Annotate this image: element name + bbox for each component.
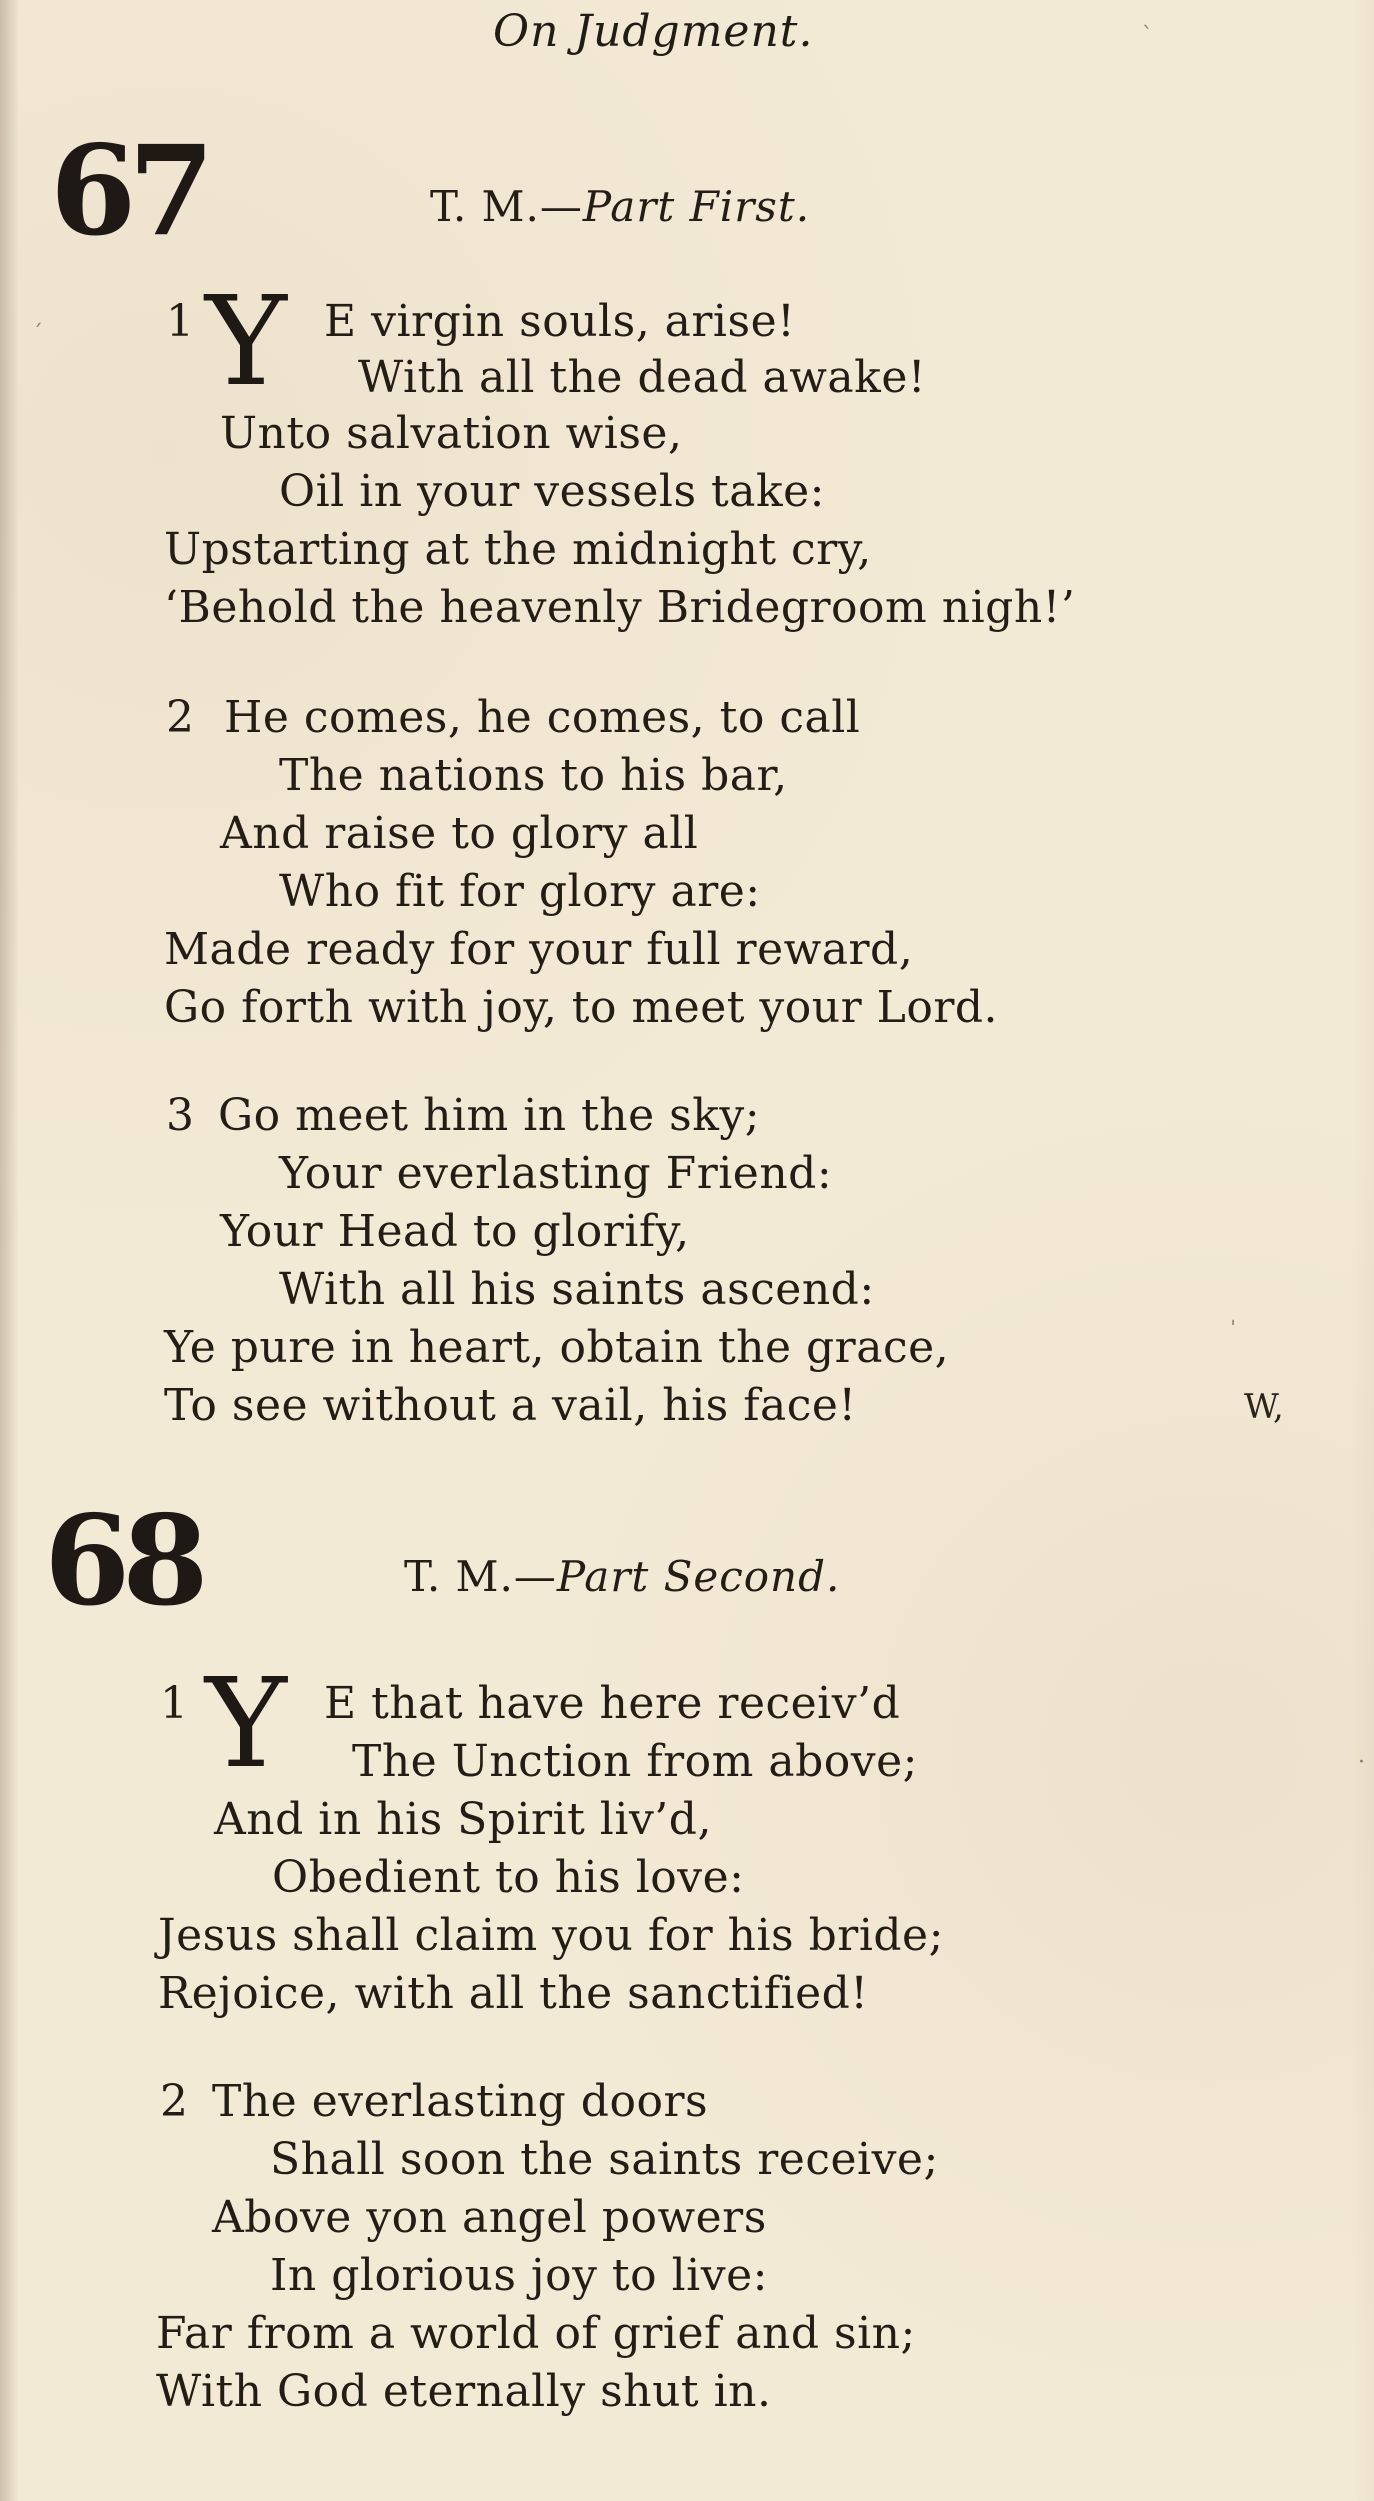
decorative-speck: ˈ — [1230, 1318, 1237, 1343]
hymn-67-verse-2-line-6: Go forth with joy, to meet your Lord. — [164, 982, 999, 1033]
hymn-67-verse-1-number: 1 — [166, 296, 194, 347]
hymn-68-verse-1-number: 1 — [160, 1678, 188, 1729]
hymn-67-verse-3-number: 3 — [166, 1090, 194, 1141]
hymn-68-verse-2-line-3: Above yon angel powers — [212, 2192, 767, 2243]
hymn-68-verse-2-line-2: Shall soon the saints receive; — [270, 2134, 939, 2185]
hymn-68-verse-2-line-1: The everlasting doors — [212, 2076, 709, 2127]
hymn-68-verse-1-line-2: The Unction from above; — [352, 1736, 918, 1787]
hymn-67-verse-2-line-1: He comes, he comes, to call — [224, 692, 861, 743]
page-left-edge — [0, 0, 18, 2501]
running-head: On Judgment. — [493, 6, 814, 57]
hymn-67-verse-3-line-5: Ye pure in heart, obtain the grace, — [164, 1322, 950, 1373]
hymn-68-verse-2-line-4: In glorious joy to live: — [270, 2250, 768, 2301]
hymn-67-part: Part First. — [582, 182, 811, 231]
hymn-68-verse-1-line-6: Rejoice, with all the sanctified! — [158, 1968, 869, 2019]
hymn-67-verse-1-dropcap: Y — [205, 270, 287, 414]
hymn-68-part: Part Second. — [556, 1552, 841, 1601]
hymn-67-verse-2-number: 2 — [166, 692, 194, 743]
hymn-number-67: 67 — [50, 119, 207, 264]
hymn-67-verse-2-line-4: Who fit for glory are: — [279, 866, 761, 917]
hymn-67-verse-2-line-2: The nations to his bar, — [279, 750, 788, 801]
hymn-67-verse-3-line-1: Go meet him in the sky; — [218, 1090, 761, 1141]
margin-mark: W, — [1244, 1387, 1284, 1427]
hymn-67-verse-3-line-6: To see without a vail, his face! — [164, 1380, 857, 1431]
hymn-67-verse-1-line-2: With all the dead awake! — [358, 352, 927, 403]
hymn-68-meter — [404, 1552, 841, 1601]
decorative-speck: · — [1358, 1750, 1365, 1775]
hymn-67-verse-1-line-1: E virgin souls, arise! — [324, 296, 796, 347]
hymn-67-meter — [430, 182, 811, 231]
hymn-number-68: 68 — [44, 1489, 201, 1634]
hymn-68-verse-1-line-3: And in his Spirit liv’d, — [214, 1794, 712, 1845]
hymn-67-verse-3-line-3: Your Head to glorify, — [220, 1206, 690, 1257]
hymn-67-verse-1-line-4: Oil in your vessels take: — [279, 466, 825, 517]
hymn-67-verse-1-line-6: ‘Behold the heavenly Bridegroom nigh!’ — [164, 582, 1076, 633]
hymn-67-verse-3-line-4: With all his saints ascend: — [279, 1264, 875, 1315]
hymn-68-verse-1-line-5: Jesus shall claim you for his bride; — [158, 1910, 944, 1961]
hymn-68-verse-2-line-6: With God eternally shut in. — [156, 2366, 772, 2417]
hymn-67-verse-3-line-2: Your everlasting Friend: — [279, 1148, 833, 1199]
hymn-68-verse-2-number: 2 — [160, 2076, 188, 2127]
hymn-68-meter-main: T. M.— — [404, 1552, 557, 1601]
hymn-68-verse-2-line-5: Far from a world of grief and sin; — [156, 2308, 916, 2359]
hymn-67-verse-2-line-5: Made ready for your full reward, — [164, 924, 914, 975]
hymn-67-verse-1-line-3: Unto salvation wise, — [220, 408, 683, 459]
hymn-68-verse-1-line-4: Obedient to his love: — [272, 1852, 745, 1903]
hymn-68-verse-1-dropcap: Y — [205, 1652, 287, 1796]
hymn-67-verse-2-line-3: And raise to glory all — [220, 808, 699, 859]
hymn-68-verse-1-line-1: E that have here receiv’d — [324, 1678, 901, 1729]
decorative-speck: ˋ — [1142, 24, 1153, 49]
hymn-67-verse-1-line-5: Upstarting at the midnight cry, — [164, 524, 872, 575]
hymn-67-meter-main: T. M.— — [430, 182, 583, 231]
decorative-speck: ˊ — [32, 322, 43, 347]
